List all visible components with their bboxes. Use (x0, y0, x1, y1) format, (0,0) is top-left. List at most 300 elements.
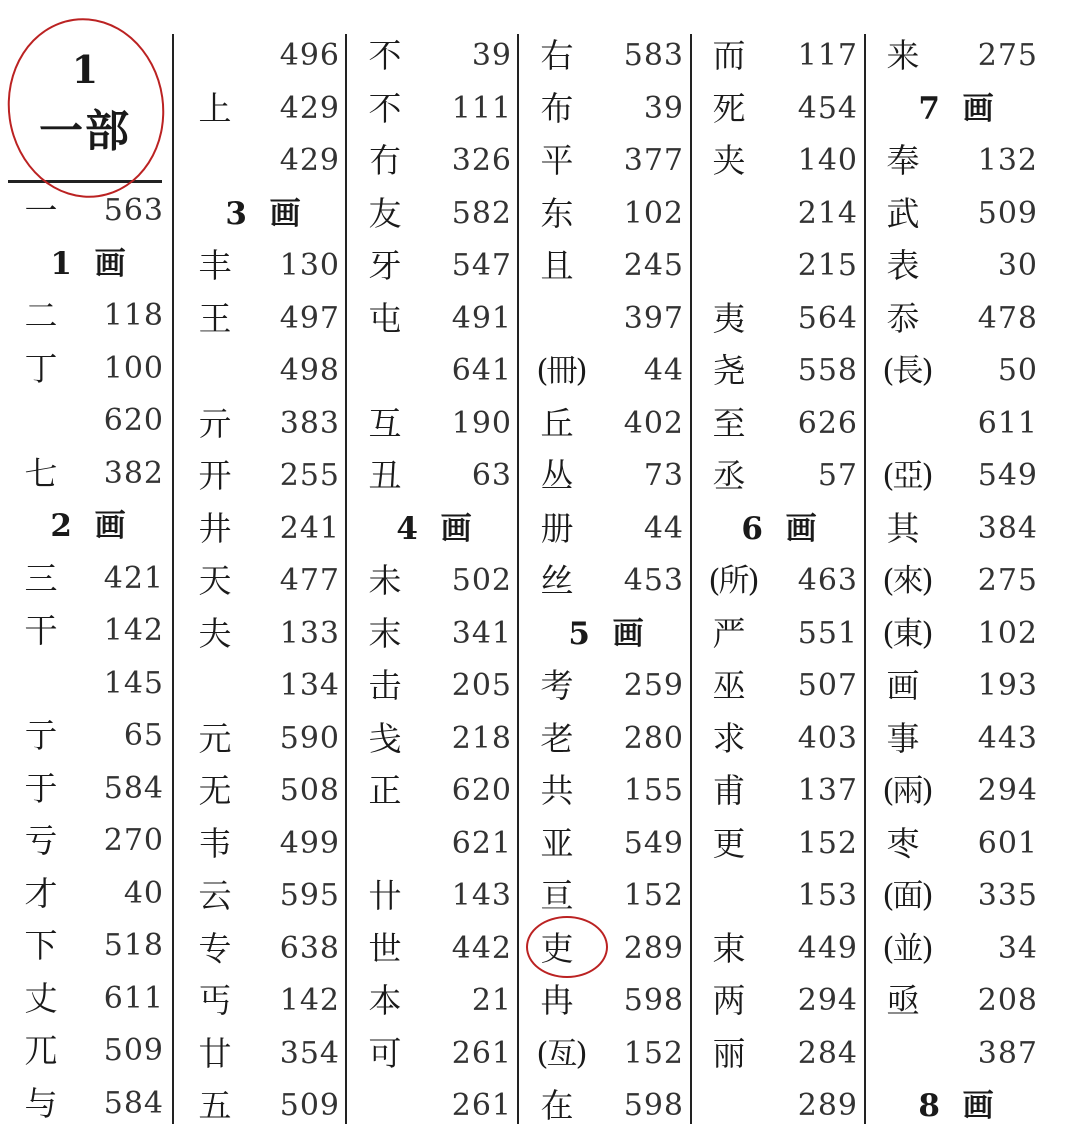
entry-character: 在 (540, 1086, 574, 1125)
index-entry (700, 188, 864, 240)
index-entry (528, 240, 690, 292)
entry-page-number: 218 (451, 720, 512, 756)
index-entry (356, 975, 518, 1027)
entry-character: 干 (24, 611, 58, 650)
stroke-count-label: 5 画 (568, 615, 650, 652)
entry-character: 五 (198, 1086, 232, 1125)
index-entry (186, 555, 346, 607)
entry-page-number: 641 (451, 353, 512, 388)
entry-character: 至 (712, 403, 746, 443)
entry-page-number: 255 (279, 458, 340, 493)
radical-name: 一部 (39, 106, 131, 157)
entry-character: (長) (882, 353, 932, 389)
entry-page-number: 497 (279, 300, 340, 336)
index-entry (528, 345, 690, 397)
index-entry (186, 503, 346, 555)
entry-page-number: 499 (279, 825, 340, 861)
entry-page-number: 145 (103, 665, 164, 701)
index-entry (874, 503, 1044, 555)
entry-character: 冇 (368, 141, 402, 180)
entry-page-number: 387 (977, 1035, 1038, 1071)
index-entry (186, 713, 346, 765)
entry-character: 布 (540, 88, 574, 128)
entry-character: 亘 (540, 876, 574, 915)
entry-page-number: 397 (623, 300, 684, 336)
index-entry (874, 713, 1044, 765)
index-entry (356, 293, 518, 345)
index-entry (528, 975, 690, 1027)
index-entry (700, 975, 864, 1027)
entry-page-number: 582 (451, 195, 512, 231)
entry-character: 元 (198, 718, 232, 758)
entry-page-number: 152 (623, 1035, 684, 1071)
entry-page-number: 638 (279, 930, 340, 966)
index-entry (12, 973, 170, 1025)
entry-page-number: 454 (797, 90, 858, 126)
index-entry (700, 818, 864, 870)
entry-page-number: 63 (471, 458, 512, 493)
entry-character: 云 (198, 876, 232, 915)
entry-page-number: 611 (103, 980, 164, 1016)
entry-page-number: 354 (279, 1035, 340, 1071)
index-entry (874, 345, 1044, 397)
entry-page-number: 73 (643, 458, 684, 493)
index-entry (874, 818, 1044, 870)
stroke-count-header (874, 83, 1044, 135)
entry-character: 丰 (198, 246, 232, 285)
entry-page-number: 152 (623, 878, 684, 913)
index-entry (356, 345, 518, 397)
entry-character: 夫 (198, 613, 232, 653)
entry-character: 戋 (368, 718, 402, 758)
entry-page-number: 205 (451, 668, 512, 703)
entry-page-number: 142 (279, 983, 340, 1018)
entry-character: 事 (886, 718, 920, 758)
index-entry (700, 135, 864, 187)
entry-character: 共 (540, 771, 574, 810)
entry-page-number: 547 (451, 248, 512, 283)
entry-page-number: 564 (797, 300, 858, 336)
entry-character: 不 (368, 36, 402, 75)
index-entry (12, 868, 170, 920)
entry-character: 可 (368, 1033, 402, 1073)
index-entry (528, 1080, 690, 1132)
stroke-count-header (12, 238, 170, 290)
entry-character: 王 (198, 298, 232, 338)
index-entry (186, 1028, 346, 1080)
entry-page-number: 245 (623, 248, 684, 283)
entry-character: 枣 (886, 823, 920, 863)
entry-page-number: 583 (623, 38, 684, 73)
index-entry (528, 450, 690, 502)
entry-character: 于 (24, 768, 58, 808)
index-entry (12, 1078, 170, 1130)
index-entry (700, 1080, 864, 1132)
entry-page-number: 208 (977, 983, 1038, 1018)
index-entry (186, 135, 346, 187)
entry-page-number: 584 (103, 770, 164, 806)
entry-character: 吏 (540, 928, 574, 968)
index-entry (186, 1080, 346, 1132)
index-entry (528, 818, 690, 870)
index-entry (356, 450, 518, 502)
stroke-count-label: 8 画 (918, 1088, 1000, 1124)
entry-page-number: 241 (279, 510, 340, 546)
index-entry (874, 975, 1044, 1027)
index-entry (186, 398, 346, 450)
entry-page-number: 284 (797, 1035, 858, 1071)
entry-page-number: 621 (451, 825, 512, 861)
index-entry (874, 30, 1044, 82)
entry-page-number: 509 (103, 1033, 164, 1068)
entry-character: 亍 (24, 716, 58, 755)
index-entry (12, 815, 170, 867)
entry-page-number: 478 (977, 300, 1038, 336)
entry-character: 甫 (712, 771, 746, 810)
entry-page-number: 429 (279, 90, 340, 126)
entry-page-number: 498 (279, 353, 340, 388)
entry-character: 牙 (368, 246, 402, 285)
entry-character: 夹 (712, 141, 746, 180)
entry-character: 冉 (540, 981, 574, 1020)
index-entry (356, 240, 518, 292)
entry-character: 下 (24, 926, 58, 965)
entry-page-number: 39 (471, 38, 512, 73)
index-entry (356, 188, 518, 240)
entry-character: 亏 (24, 821, 58, 860)
index-entry (356, 1028, 518, 1080)
entry-page-number: 102 (977, 615, 1038, 651)
index-entry (528, 83, 690, 135)
entry-character: 册 (540, 508, 574, 548)
entry-page-number: 40 (123, 875, 164, 911)
entry-page-number: 214 (797, 195, 858, 231)
entry-page-number: 384 (977, 510, 1038, 546)
entry-page-number: 21 (471, 983, 512, 1018)
index-column-2 (186, 30, 346, 1124)
entry-character: 上 (198, 88, 232, 128)
index-entry (700, 30, 864, 82)
column-divider (864, 34, 866, 1124)
entry-page-number: 502 (451, 563, 512, 598)
index-entry (874, 660, 1044, 712)
entry-character: 二 (24, 296, 58, 335)
index-entry (700, 923, 864, 975)
entry-page-number: 270 (103, 823, 164, 858)
entry-character: 丑 (368, 456, 402, 495)
index-entry (874, 555, 1044, 607)
entry-character: 互 (368, 403, 402, 443)
index-entry (356, 30, 518, 82)
index-entry (186, 660, 346, 712)
entry-character: 才 (24, 873, 58, 913)
character-highlight-circle (526, 916, 608, 978)
stroke-count-header (12, 500, 170, 552)
entry-page-number: 261 (451, 1088, 512, 1123)
entry-page-number: 509 (977, 195, 1038, 231)
index-entry (700, 398, 864, 450)
entry-page-number: 190 (451, 405, 512, 441)
entry-character: 丽 (712, 1033, 746, 1073)
entry-character: 友 (368, 193, 402, 233)
index-entry (874, 608, 1044, 660)
entry-page-number: 34 (997, 930, 1038, 966)
entry-page-number: 275 (977, 563, 1038, 598)
index-entry (356, 765, 518, 817)
entry-page-number: 275 (977, 38, 1038, 73)
entry-character: 且 (540, 246, 574, 285)
column-divider (172, 34, 174, 1124)
index-entry (356, 923, 518, 975)
entry-character: 画 (886, 666, 920, 705)
entry-character: 七 (24, 453, 58, 493)
index-entry (186, 30, 346, 82)
entry-character: 兀 (24, 1031, 58, 1070)
entry-character: 廿 (198, 1033, 232, 1073)
index-entry (12, 290, 170, 342)
index-entry (528, 293, 690, 345)
entry-page-number: 598 (623, 983, 684, 1018)
entry-page-number: 508 (279, 773, 340, 808)
index-entry (186, 975, 346, 1027)
entry-character: 末 (368, 613, 402, 653)
index-entry (528, 188, 690, 240)
index-entry (186, 923, 346, 975)
entry-character: 老 (540, 718, 574, 758)
entry-page-number: 449 (797, 930, 858, 966)
index-entry (12, 605, 170, 657)
entry-character: 丛 (540, 456, 574, 495)
entry-character: 东 (540, 193, 574, 233)
entry-page-number: 442 (451, 930, 512, 966)
entry-page-number: 261 (451, 1035, 512, 1071)
entry-page-number: 117 (797, 38, 858, 73)
entry-character: 夷 (712, 298, 746, 338)
index-column-5 (700, 30, 864, 1124)
index-entry (186, 765, 346, 817)
index-entry (12, 343, 170, 395)
entry-character: (所) (708, 563, 758, 599)
index-entry (528, 660, 690, 712)
index-entry (874, 240, 1044, 292)
index-entry (700, 608, 864, 660)
index-entry (356, 713, 518, 765)
stroke-count-header (700, 503, 864, 555)
entry-page-number: 518 (103, 928, 164, 963)
entry-page-number: 429 (279, 143, 340, 178)
index-entry (356, 818, 518, 870)
stroke-count-label: 7 画 (918, 90, 1000, 127)
index-entry (186, 83, 346, 135)
index-entry (874, 293, 1044, 345)
entry-character: 屯 (368, 298, 402, 338)
entry-character: 击 (368, 666, 402, 705)
index-entry (700, 293, 864, 345)
entry-page-number: 551 (797, 615, 858, 651)
entry-page-number: 595 (279, 878, 340, 913)
stroke-count-label: 2 画 (50, 508, 132, 544)
entry-character: (並) (882, 930, 932, 967)
entry-page-number: 140 (797, 143, 858, 178)
index-entry (356, 135, 518, 187)
index-entry (700, 450, 864, 502)
entry-character: 丝 (540, 561, 574, 600)
entry-page-number: 118 (103, 298, 164, 333)
entry-character: (兩) (882, 773, 932, 809)
entry-page-number: 335 (977, 878, 1038, 913)
index-entry (528, 555, 690, 607)
index-entry (186, 293, 346, 345)
entry-page-number: 215 (797, 248, 858, 283)
entry-character: 尧 (712, 351, 746, 390)
entry-character: 卄 (368, 876, 402, 915)
index-entry (528, 503, 690, 555)
entry-page-number: 563 (103, 193, 164, 228)
entry-character: 世 (368, 928, 402, 968)
entry-character: 亓 (198, 403, 232, 443)
entry-page-number: 453 (623, 563, 684, 598)
entry-page-number: 491 (451, 300, 512, 336)
entry-page-number: 507 (797, 668, 858, 703)
index-entry (356, 660, 518, 712)
entry-character: 丘 (540, 403, 574, 443)
entry-character: 忝 (886, 298, 920, 338)
index-entry (874, 398, 1044, 450)
entry-character: 三 (24, 558, 58, 598)
entry-page-number: 341 (451, 615, 512, 651)
entry-character: 考 (540, 666, 574, 705)
stroke-count-header (356, 503, 518, 555)
index-entry (186, 818, 346, 870)
entry-page-number: 134 (279, 668, 340, 703)
entry-page-number: 496 (279, 38, 340, 73)
entry-page-number: 289 (797, 1088, 858, 1123)
entry-page-number: 584 (103, 1085, 164, 1121)
entry-page-number: 280 (623, 720, 684, 756)
entry-character: (亞) (882, 458, 932, 494)
entry-character: 武 (886, 193, 920, 233)
entry-character: 巫 (712, 666, 746, 705)
entry-character: 天 (198, 561, 232, 600)
entry-page-number: 443 (977, 720, 1038, 756)
index-entry (12, 448, 170, 500)
column-divider (690, 34, 692, 1124)
entry-page-number: 382 (103, 455, 164, 491)
entry-character: 右 (540, 36, 574, 75)
index-column-3 (356, 30, 518, 1124)
index-entry (528, 398, 690, 450)
entry-character: 井 (198, 508, 232, 548)
entry-page-number: 142 (103, 613, 164, 648)
stroke-count-label: 4 画 (396, 510, 478, 547)
entry-character: 专 (198, 928, 232, 968)
index-entry (700, 870, 864, 922)
stroke-count-header (874, 1080, 1044, 1132)
entry-character: 严 (712, 613, 746, 653)
entry-character: 正 (368, 771, 402, 810)
entry-page-number: 289 (623, 930, 684, 966)
entry-page-number: 611 (977, 405, 1038, 441)
entry-page-number: 326 (451, 143, 512, 178)
entry-page-number: 626 (797, 405, 858, 441)
entry-page-number: 130 (279, 248, 340, 283)
index-entry (12, 763, 170, 815)
index-entry (186, 240, 346, 292)
entry-page-number: 421 (103, 560, 164, 596)
index-entry (12, 920, 170, 972)
entry-page-number: 44 (643, 510, 684, 546)
index-entry (528, 135, 690, 187)
stroke-count-label: 1 画 (50, 245, 132, 282)
index-entry (874, 188, 1044, 240)
entry-character: 丐 (198, 981, 232, 1020)
entry-page-number: 598 (623, 1088, 684, 1123)
index-entry (186, 345, 346, 397)
entry-page-number: 39 (643, 90, 684, 126)
entry-character: 求 (712, 718, 746, 758)
entry-character: (面) (882, 878, 932, 914)
entry-page-number: 133 (279, 615, 340, 651)
entry-page-number: 50 (997, 353, 1038, 388)
entry-page-number: 294 (977, 773, 1038, 808)
index-entry (12, 658, 170, 710)
index-entry (356, 1080, 518, 1132)
entry-character: 来 (886, 36, 920, 75)
index-entry (12, 1025, 170, 1077)
entry-page-number: 294 (797, 983, 858, 1018)
entry-page-number: 403 (797, 720, 858, 756)
index-entry (528, 870, 690, 922)
entry-character: 亚 (540, 823, 574, 863)
entry-page-number: 590 (279, 720, 340, 756)
index-entry (186, 450, 346, 502)
entry-page-number: 100 (103, 350, 164, 386)
entry-page-number: 477 (279, 563, 340, 598)
index-entry (874, 765, 1044, 817)
entry-character: 不 (368, 88, 402, 128)
entry-character: 而 (712, 36, 746, 75)
entry-page-number: 152 (797, 825, 858, 861)
entry-page-number: 57 (817, 458, 858, 493)
entry-character: 亟 (886, 981, 920, 1020)
entry-page-number: 549 (623, 825, 684, 861)
entry-character: 束 (712, 928, 746, 968)
entry-character: (東) (882, 615, 932, 652)
entry-page-number: 44 (643, 353, 684, 388)
entry-character: 死 (712, 88, 746, 128)
entry-character: 丈 (24, 978, 58, 1018)
entry-page-number: 155 (623, 773, 684, 808)
entry-character: 与 (24, 1083, 58, 1123)
entry-character: 开 (198, 456, 232, 495)
entry-page-number: 137 (797, 773, 858, 808)
entry-character: 表 (886, 246, 920, 285)
index-entry (356, 83, 518, 135)
entry-page-number: 620 (451, 773, 512, 808)
index-entry (356, 870, 518, 922)
entry-page-number: 111 (451, 90, 512, 126)
entry-page-number: 601 (977, 825, 1038, 861)
entry-page-number: 402 (623, 405, 684, 441)
entry-character: 平 (540, 141, 574, 180)
index-entry (874, 135, 1044, 187)
entry-page-number: 377 (623, 143, 684, 178)
entry-character: 未 (368, 561, 402, 600)
entry-page-number: 132 (977, 143, 1038, 178)
radical-number: 1 (71, 47, 99, 92)
entry-character: 韦 (198, 823, 232, 863)
entry-character: 一 (24, 191, 58, 230)
